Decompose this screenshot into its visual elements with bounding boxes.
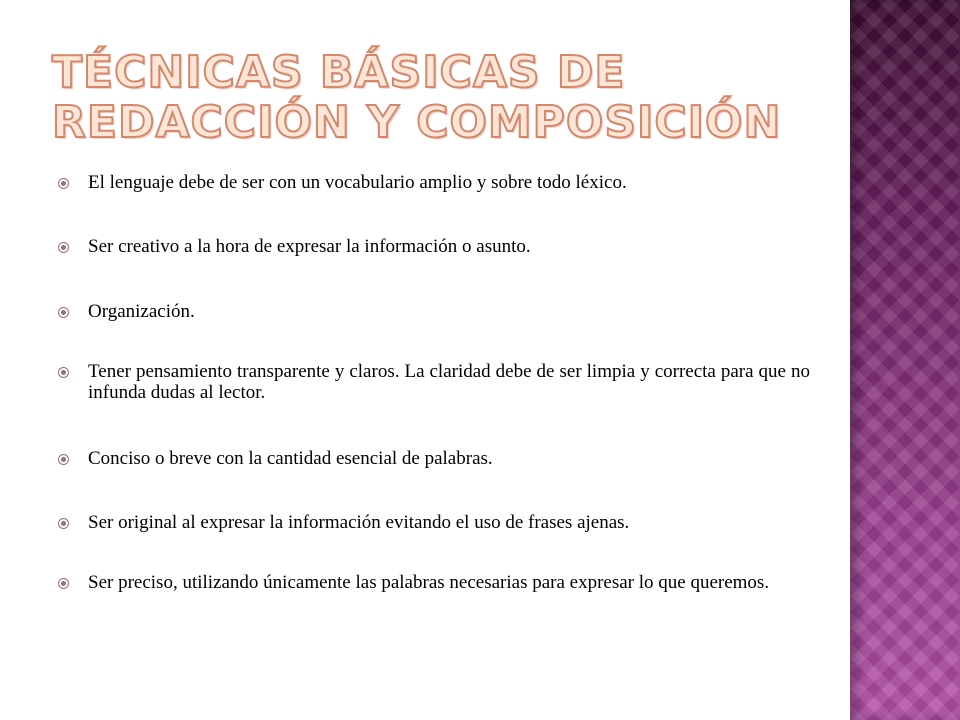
circle-bullet-icon	[58, 242, 69, 253]
bullet-item	[58, 301, 810, 322]
bullet-item	[58, 236, 810, 257]
bullet-text: Ser original al expresar la información evitando el uso de frases ajenas.	[88, 512, 630, 533]
decorative-side-panel	[850, 0, 960, 720]
circle-bullet-icon	[58, 178, 69, 189]
circle-bullet-icon	[58, 518, 69, 529]
bullet-text: Tener pensamiento transparente y claros. La claridad debe de ser limpia y correcta para que no infunda dudas al lector.	[88, 361, 810, 403]
circle-bullet-icon	[58, 307, 69, 318]
bullet-item	[58, 361, 810, 403]
circle-bullet-icon	[58, 578, 69, 589]
bullet-text: Conciso o breve con la cantidad esencial de palabras.	[88, 448, 493, 469]
circle-bullet-icon	[58, 454, 69, 465]
bullet-item	[58, 512, 810, 533]
bullet-item	[58, 172, 810, 193]
slide-title: TÉCNICAS BÁSICAS DE REDACCIÓN Y COMPOSICIÓN	[52, 47, 782, 148]
bullet-text: Ser creativo a la hora de expresar la información o asunto.	[88, 236, 531, 257]
circle-bullet-icon	[58, 367, 69, 378]
bullet-item	[58, 572, 810, 593]
bullet-text: Organización.	[88, 301, 195, 322]
bullet-text: Ser preciso, utilizando únicamente las palabras necesarias para expresar lo que queremos.	[88, 572, 770, 593]
bullet-text: El lenguaje debe de ser con un vocabulario amplio y sobre todo léxico.	[88, 172, 627, 193]
bullet-item	[58, 448, 810, 469]
